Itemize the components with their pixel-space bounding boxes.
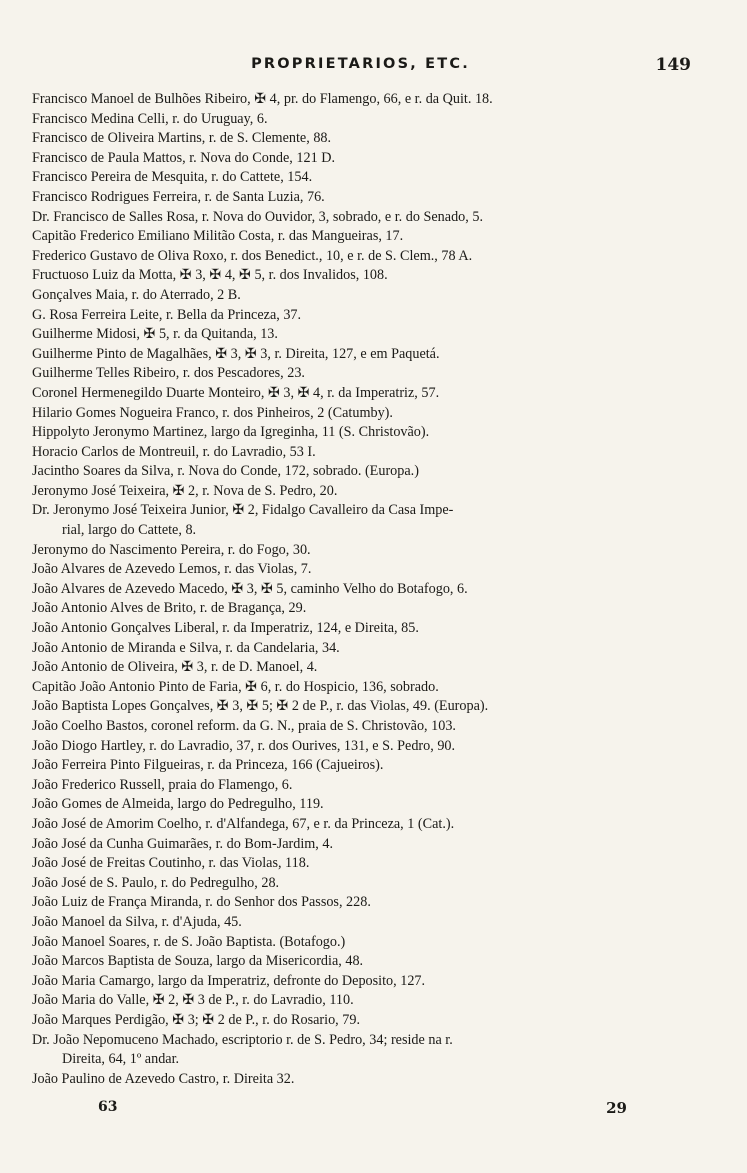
directory-entry: João Manoel Soares, r. de S. João Baptista. (Botafogo.) bbox=[32, 933, 346, 950]
directory-entry: Capitão João Antonio Pinto de Faria, ✠ 6, r. do Hospicio, 136, sobrado. bbox=[32, 678, 439, 695]
page-header bbox=[30, 56, 691, 80]
directory-entry: Dr. João Nepomuceno Machado, escriptorio r. de S. Pedro, 34; reside na r. bbox=[32, 1031, 453, 1048]
sheet-number: 29 bbox=[606, 1099, 627, 1117]
directory-entry: João Antonio Alves de Brito, r. de Bragança, 29. bbox=[32, 600, 307, 617]
directory-entry: João José de Amorim Coelho, r. d'Alfandega, 67, e r. da Princeza, 1 (Cat.). bbox=[32, 815, 455, 832]
directory-entry: Jacintho Soares da Silva, r. Nova do Conde, 172, sobrado. (Europa.) bbox=[32, 463, 419, 480]
directory-entry: João Manoel da Silva, r. d'Ajuda, 45. bbox=[32, 913, 242, 930]
directory-entry: João Alvares de Azevedo Macedo, ✠ 3, ✠ 5, caminho Velho do Botafogo, 6. bbox=[32, 580, 468, 597]
directory-entry: João Ferreira Pinto Filgueiras, r. da Princeza, 166 (Cajueiros). bbox=[32, 757, 384, 774]
signature-mark: 63 bbox=[98, 1099, 118, 1115]
directory-entry: Hilario Gomes Nogueira Franco, r. dos Pinheiros, 2 (Catumby). bbox=[32, 404, 393, 421]
directory-entry: G. Rosa Ferreira Leite, r. Bella da Princeza, 37. bbox=[32, 306, 302, 323]
directory-entry: João Maria Camargo, largo da Imperatriz, defronte do Deposito, 127. bbox=[32, 972, 426, 989]
directory-entry: João José da Cunha Guimarães, r. do Bom-Jardim, 4. bbox=[32, 835, 334, 852]
directory-list bbox=[32, 90, 682, 1089]
directory-entry: João Paulino de Azevedo Castro, r. Direita 32. bbox=[32, 1070, 295, 1087]
directory-entry-continuation: rial, largo do Cattete, 8. bbox=[62, 522, 197, 539]
directory-entry: Hippolyto Jeronymo Martinez, largo da Igreginha, 11 (S. Christovão). bbox=[32, 424, 430, 441]
directory-entry: Capitão Frederico Emiliano Militão Costa, r. das Mangueiras, 17. bbox=[32, 228, 404, 245]
directory-entry: Francisco Medina Celli, r. do Uruguay, 6. bbox=[32, 110, 268, 127]
directory-entry: João Coelho Bastos, coronel reform. da G. N., praia de S. Christovão, 103. bbox=[32, 718, 456, 734]
directory-entry: Guilherme Midosi, ✠ 5, r. da Quitanda, 13. bbox=[32, 326, 278, 343]
directory-entry: João Baptista Lopes Gonçalves, ✠ 3, ✠ 5; ✠ 2 de P., r. das Violas, 49. (Europa). bbox=[32, 698, 489, 715]
directory-entry: João Gomes de Almeida, largo do Pedregulho, 119. bbox=[32, 796, 324, 813]
directory-entry: João Luiz de França Miranda, r. do Senhor dos Passos, 228. bbox=[32, 894, 371, 911]
directory-entry: João Antonio de Miranda e Silva, r. da Candelaria, 34. bbox=[32, 639, 340, 656]
directory-entry-continuation: Direita, 64, 1º andar. bbox=[62, 1051, 180, 1068]
directory-entry: João Marques Perdigão, ✠ 3; ✠ 2 de P., r. do Rosario, 79. bbox=[32, 1011, 360, 1028]
directory-entry: Francisco Pereira de Mesquita, r. do Cattete, 154. bbox=[32, 169, 313, 186]
directory-entry: João Diogo Hartley, r. do Lavradio, 37, r. dos Ourives, 131, e S. Pedro, 90. bbox=[32, 737, 456, 754]
directory-entry: João Alvares de Azevedo Lemos, r. das Violas, 7. bbox=[32, 561, 312, 578]
directory-entry: João Maria do Valle, ✠ 2, ✠ 3 de P., r. do Lavradio, 110. bbox=[32, 992, 354, 1009]
running-title: PROPRIETARIOS, ETC. bbox=[251, 56, 470, 72]
directory-entry: João Antonio Gonçalves Liberal, r. da Imperatriz, 124, e Direita, 85. bbox=[32, 620, 419, 637]
directory-entry: Jeronymo do Nascimento Pereira, r. do Fogo, 30. bbox=[32, 541, 311, 558]
directory-entry: Francisco Manoel de Bulhões Ribeiro, ✠ 4, pr. do Flamengo, 66, e r. da Quit. 18. bbox=[32, 91, 493, 107]
directory-entry: João Frederico Russell, praia do Flamengo, 6. bbox=[32, 776, 293, 793]
directory-entry: Dr. Jeronymo José Teixeira Junior, ✠ 2, Fidalgo Cavalleiro da Casa Impe- bbox=[32, 502, 454, 519]
directory-entry: Francisco Rodrigues Ferreira, r. de Santa Luzia, 76. bbox=[32, 188, 325, 205]
directory-entry: João Antonio de Oliveira, ✠ 3, r. de D. Manoel, 4. bbox=[32, 659, 318, 676]
page-number: 149 bbox=[655, 55, 691, 75]
directory-entry: Francisco de Oliveira Martins, r. de S. Clemente, 88. bbox=[32, 130, 332, 147]
page-footer bbox=[98, 1099, 627, 1121]
directory-entry: Jeronymo José Teixeira, ✠ 2, r. Nova de S. Pedro, 20. bbox=[32, 482, 338, 499]
directory-entry: Gonçalves Maia, r. do Aterrado, 2 B. bbox=[32, 286, 241, 303]
directory-entry: João José de Freitas Coutinho, r. das Violas, 118. bbox=[32, 855, 310, 872]
directory-entry: Guilherme Pinto de Magalhães, ✠ 3, ✠ 3, r. Direita, 127, e em Paquetá. bbox=[32, 345, 440, 362]
directory-entry: Guilherme Telles Ribeiro, r. dos Pescadores, 23. bbox=[32, 365, 305, 382]
directory-entry: Dr. Francisco de Salles Rosa, r. Nova do Ouvidor, 3, sobrado, e r. do Senado, 5. bbox=[32, 208, 483, 225]
directory-entry: Francisco de Paula Mattos, r. Nova do Conde, 121 D. bbox=[32, 149, 336, 166]
directory-entry: Frederico Gustavo de Oliva Roxo, r. dos Benedict., 10, e r. de S. Clem., 78 A. bbox=[32, 247, 473, 264]
directory-entry: Horacio Carlos de Montreuil, r. do Lavradio, 53 I. bbox=[32, 443, 316, 460]
directory-entry: Fructuoso Luiz da Motta, ✠ 3, ✠ 4, ✠ 5, r. dos Invalidos, 108. bbox=[32, 267, 388, 284]
directory-entry: Coronel Hermenegildo Duarte Monteiro, ✠ 3, ✠ 4, r. da Imperatriz, 57. bbox=[32, 384, 440, 401]
directory-entry: João José de S. Paulo, r. do Pedregulho, 28. bbox=[32, 874, 280, 891]
directory-entry: João Marcos Baptista de Souza, largo da Misericordia, 48. bbox=[32, 953, 364, 970]
